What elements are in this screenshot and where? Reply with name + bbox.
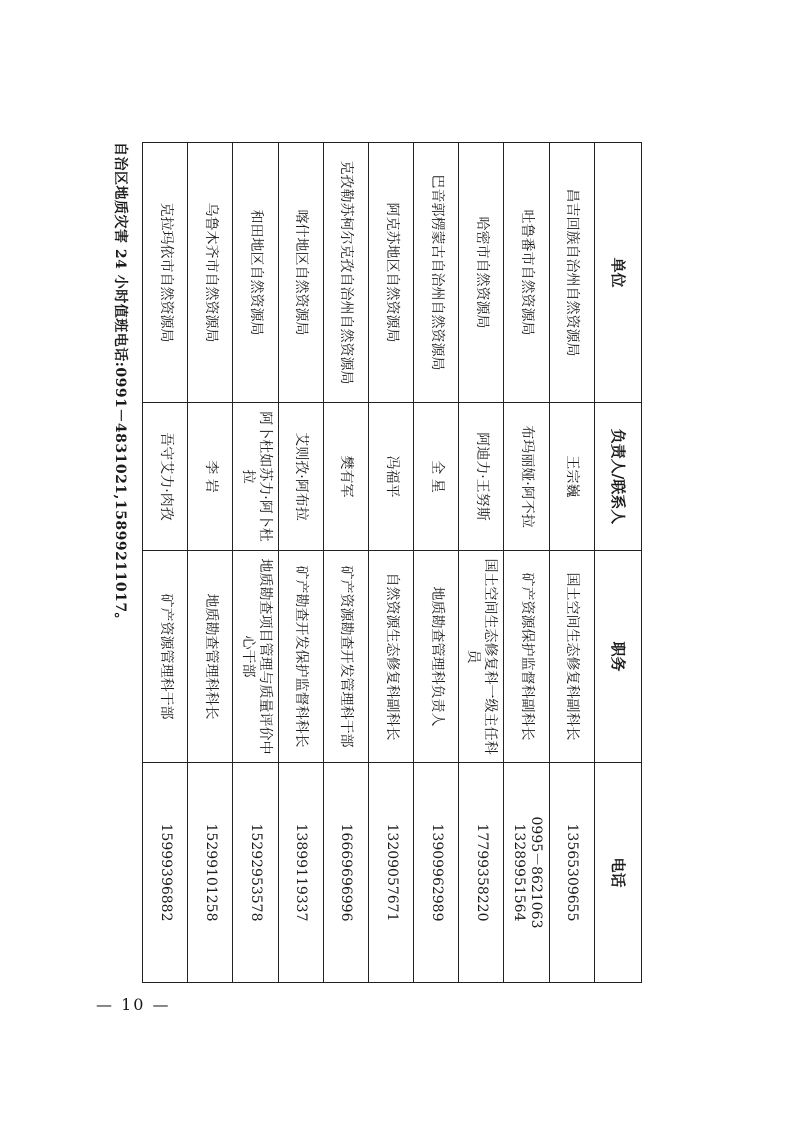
cell-duty: 矿产资源保护监督科副科长 bbox=[504, 551, 549, 763]
cell-person: 阿卜杜如苏力·阿卜杜拉 bbox=[233, 403, 278, 551]
cell-duty: 矿产资源管理科干部 bbox=[143, 551, 188, 763]
cell-person: 阿迪力·王努斯 bbox=[459, 403, 504, 551]
cell-unit: 喀什地区自然资源局 bbox=[278, 143, 323, 403]
cell-phone: 13899119337 bbox=[278, 763, 323, 983]
cell-person: 艾则孜·阿布拉 bbox=[278, 403, 323, 551]
cell-unit: 克孜勒苏柯尔克孜自治州自然资源局 bbox=[323, 143, 368, 403]
cell-duty: 国土空间生态修复科副科长 bbox=[549, 551, 594, 763]
cell-phone: 15299101258 bbox=[188, 763, 233, 983]
table-row bbox=[323, 143, 368, 983]
cell-phone: 16669696996 bbox=[323, 763, 368, 983]
cell-person: 吾守艾力·肉孜 bbox=[143, 403, 188, 551]
cell-unit: 吐鲁番市自然资源局 bbox=[504, 143, 549, 403]
table-row bbox=[278, 143, 323, 983]
table-row bbox=[549, 143, 594, 983]
contact-table bbox=[142, 142, 642, 983]
cell-phone: 13565309655 bbox=[549, 763, 594, 983]
table-row bbox=[414, 143, 459, 983]
rotated-page-content bbox=[112, 142, 642, 982]
cell-phone: 17799358220 bbox=[459, 763, 504, 983]
cell-person: 李 岩 bbox=[188, 403, 233, 551]
header-unit: 单位 bbox=[594, 143, 641, 403]
cell-duty: 国土空间生态修复科一级主任科员 bbox=[459, 551, 504, 763]
table-header-row bbox=[594, 143, 641, 983]
cell-phone: 0995－8621063 13289951564 bbox=[504, 763, 549, 983]
table-row bbox=[233, 143, 278, 983]
page-number: — 10 — bbox=[96, 995, 171, 1014]
duty-hotline-footnote: 自治区地质灾害 24 小时值班电话:0991－4831021,15899211017。 bbox=[112, 142, 128, 628]
cell-person: 樊有军 bbox=[323, 403, 368, 551]
cell-duty: 矿产资源勘查开发管理科干部 bbox=[323, 551, 368, 763]
cell-unit: 昌吉回族自治州自然资源局 bbox=[549, 143, 594, 403]
header-person: 负责人/联系人 bbox=[594, 403, 641, 551]
header-phone: 电话 bbox=[594, 763, 641, 983]
cell-phone: 15292953578 bbox=[233, 763, 278, 983]
cell-phone: 13209057671 bbox=[368, 763, 413, 983]
header-duty: 职务 bbox=[594, 551, 641, 763]
cell-duty: 矿产勘查开发保护监督科科长 bbox=[278, 551, 323, 763]
cell-duty: 地质勘查管理科负责人 bbox=[414, 551, 459, 763]
cell-unit: 和田地区自然资源局 bbox=[233, 143, 278, 403]
cell-unit: 乌鲁木齐市自然资源局 bbox=[188, 143, 233, 403]
cell-phone: 13909962989 bbox=[414, 763, 459, 983]
cell-person: 冯福平 bbox=[368, 403, 413, 551]
table-row bbox=[368, 143, 413, 983]
cell-unit: 哈密市自然资源局 bbox=[459, 143, 504, 403]
cell-person: 王宗巍 bbox=[549, 403, 594, 551]
cell-duty: 地质勘查管理科科长 bbox=[188, 551, 233, 763]
table-row bbox=[188, 143, 233, 983]
cell-unit: 克拉玛依市自然资源局 bbox=[143, 143, 188, 403]
cell-phone: 15999396882 bbox=[143, 763, 188, 983]
cell-unit: 阿克苏地区自然资源局 bbox=[368, 143, 413, 403]
table-row bbox=[143, 143, 188, 983]
cell-person: 全 星 bbox=[414, 403, 459, 551]
cell-duty: 地质勘查项目管理与质量评价中心干部 bbox=[233, 551, 278, 763]
table-row bbox=[504, 143, 549, 983]
cell-unit: 巴音郭楞蒙古自治州自然资源局 bbox=[414, 143, 459, 403]
table-row bbox=[459, 143, 504, 983]
cell-duty: 自然资源生态修复科副科长 bbox=[368, 551, 413, 763]
cell-person: 布玛丽娅·阿不拉 bbox=[504, 403, 549, 551]
